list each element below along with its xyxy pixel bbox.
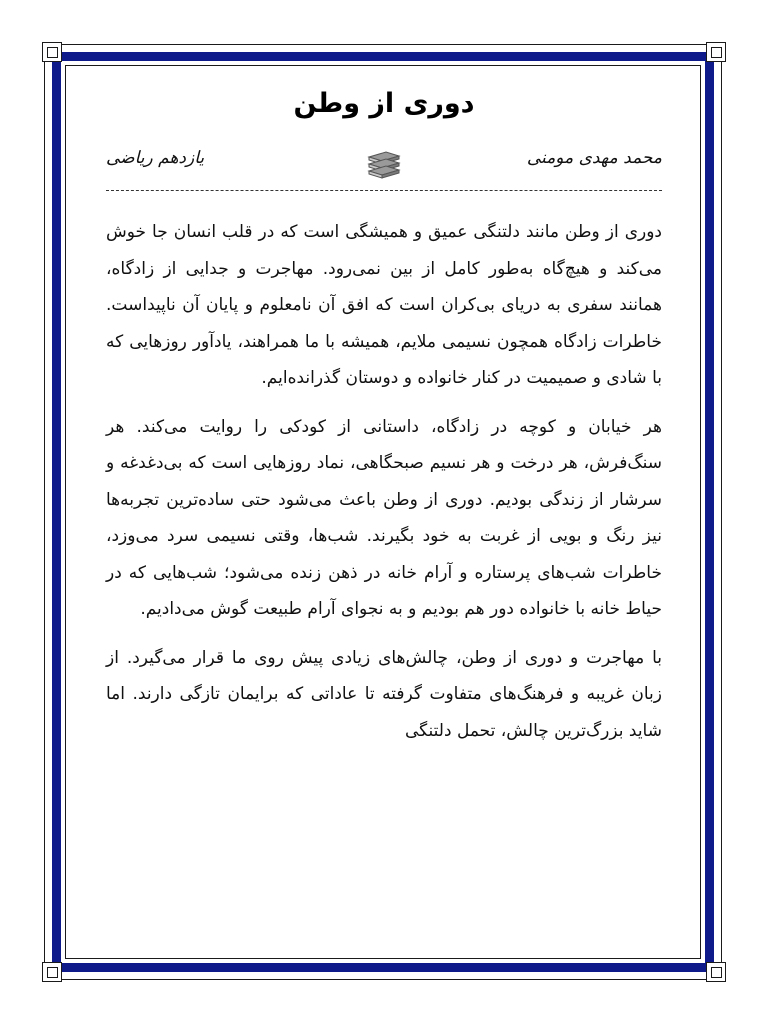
author-name: محمد مهدی مومنی [526,148,662,168]
paragraph: با مهاجرت و دوری از وطن، چالش‌های زیادی پیش روی ما قرار می‌گیرد. از زبان غریبه و فرهنگ‌های متفاوت گرفته تا عاداتی که برایمان تازگی دارند. اما شاید بزرگ‌ترین چالش، تحمل دلتنگی [106,647,662,741]
corner-ornament-bottom-right [706,962,726,982]
corner-ornament-bottom-left [42,962,62,982]
paragraph: دوری از وطن مانند دلتنگی عمیق و همیشگی است که در قلب انسان جا خوش می‌کند و هیچ‌گاه به‌طور کامل از بین نمی‌رود. مهاجرت و جدایی از زادگاه، همانند سفری به دریای بی‌کران است که افق آن نامعلوم و پایان آن ناپیداست. خاطرات زادگاه همچون نسیمی ملایم، همیشه با ما همراهند، یادآور روزهایی که با شادی و صمیمیت در کنار خانواده و دوستان گذرانده‌ایم. [106,222,662,388]
document-body [106,214,662,761]
paragraph: هر خیابان و کوچه در زادگاه، داستانی از کودکی را روایت می‌کند. هر سنگ‌فرش، هر درخت و هر نسیم صبحگاهی، نماد روزهایی است که بی‌دغدغه و سرشار از زندگی بودیم. دوری از وطن باعث می‌شود حتی ساده‌ترین تجربه‌ها نیز رنگ و بویی از غربت به خود بگیرند. شب‌ها، وقتی نسیمی سرد می‌وزد، خاطرات شب‌های پرستاره و آرام خانه در ذهن زنده می‌شود؛ شب‌هایی که در حیاط خانه با خانواده دور هم بودیم و به نجوای آرام طبیعت گوش می‌دادیم. [106,416,662,619]
corner-ornament-top-right [706,42,726,62]
header-separator [106,190,662,191]
corner-ornament-top-left [42,42,62,62]
document-title: دوری از وطن [293,88,475,119]
books-stack-icon [366,148,402,182]
grade-label: یازدهم ریاضی [106,148,205,168]
